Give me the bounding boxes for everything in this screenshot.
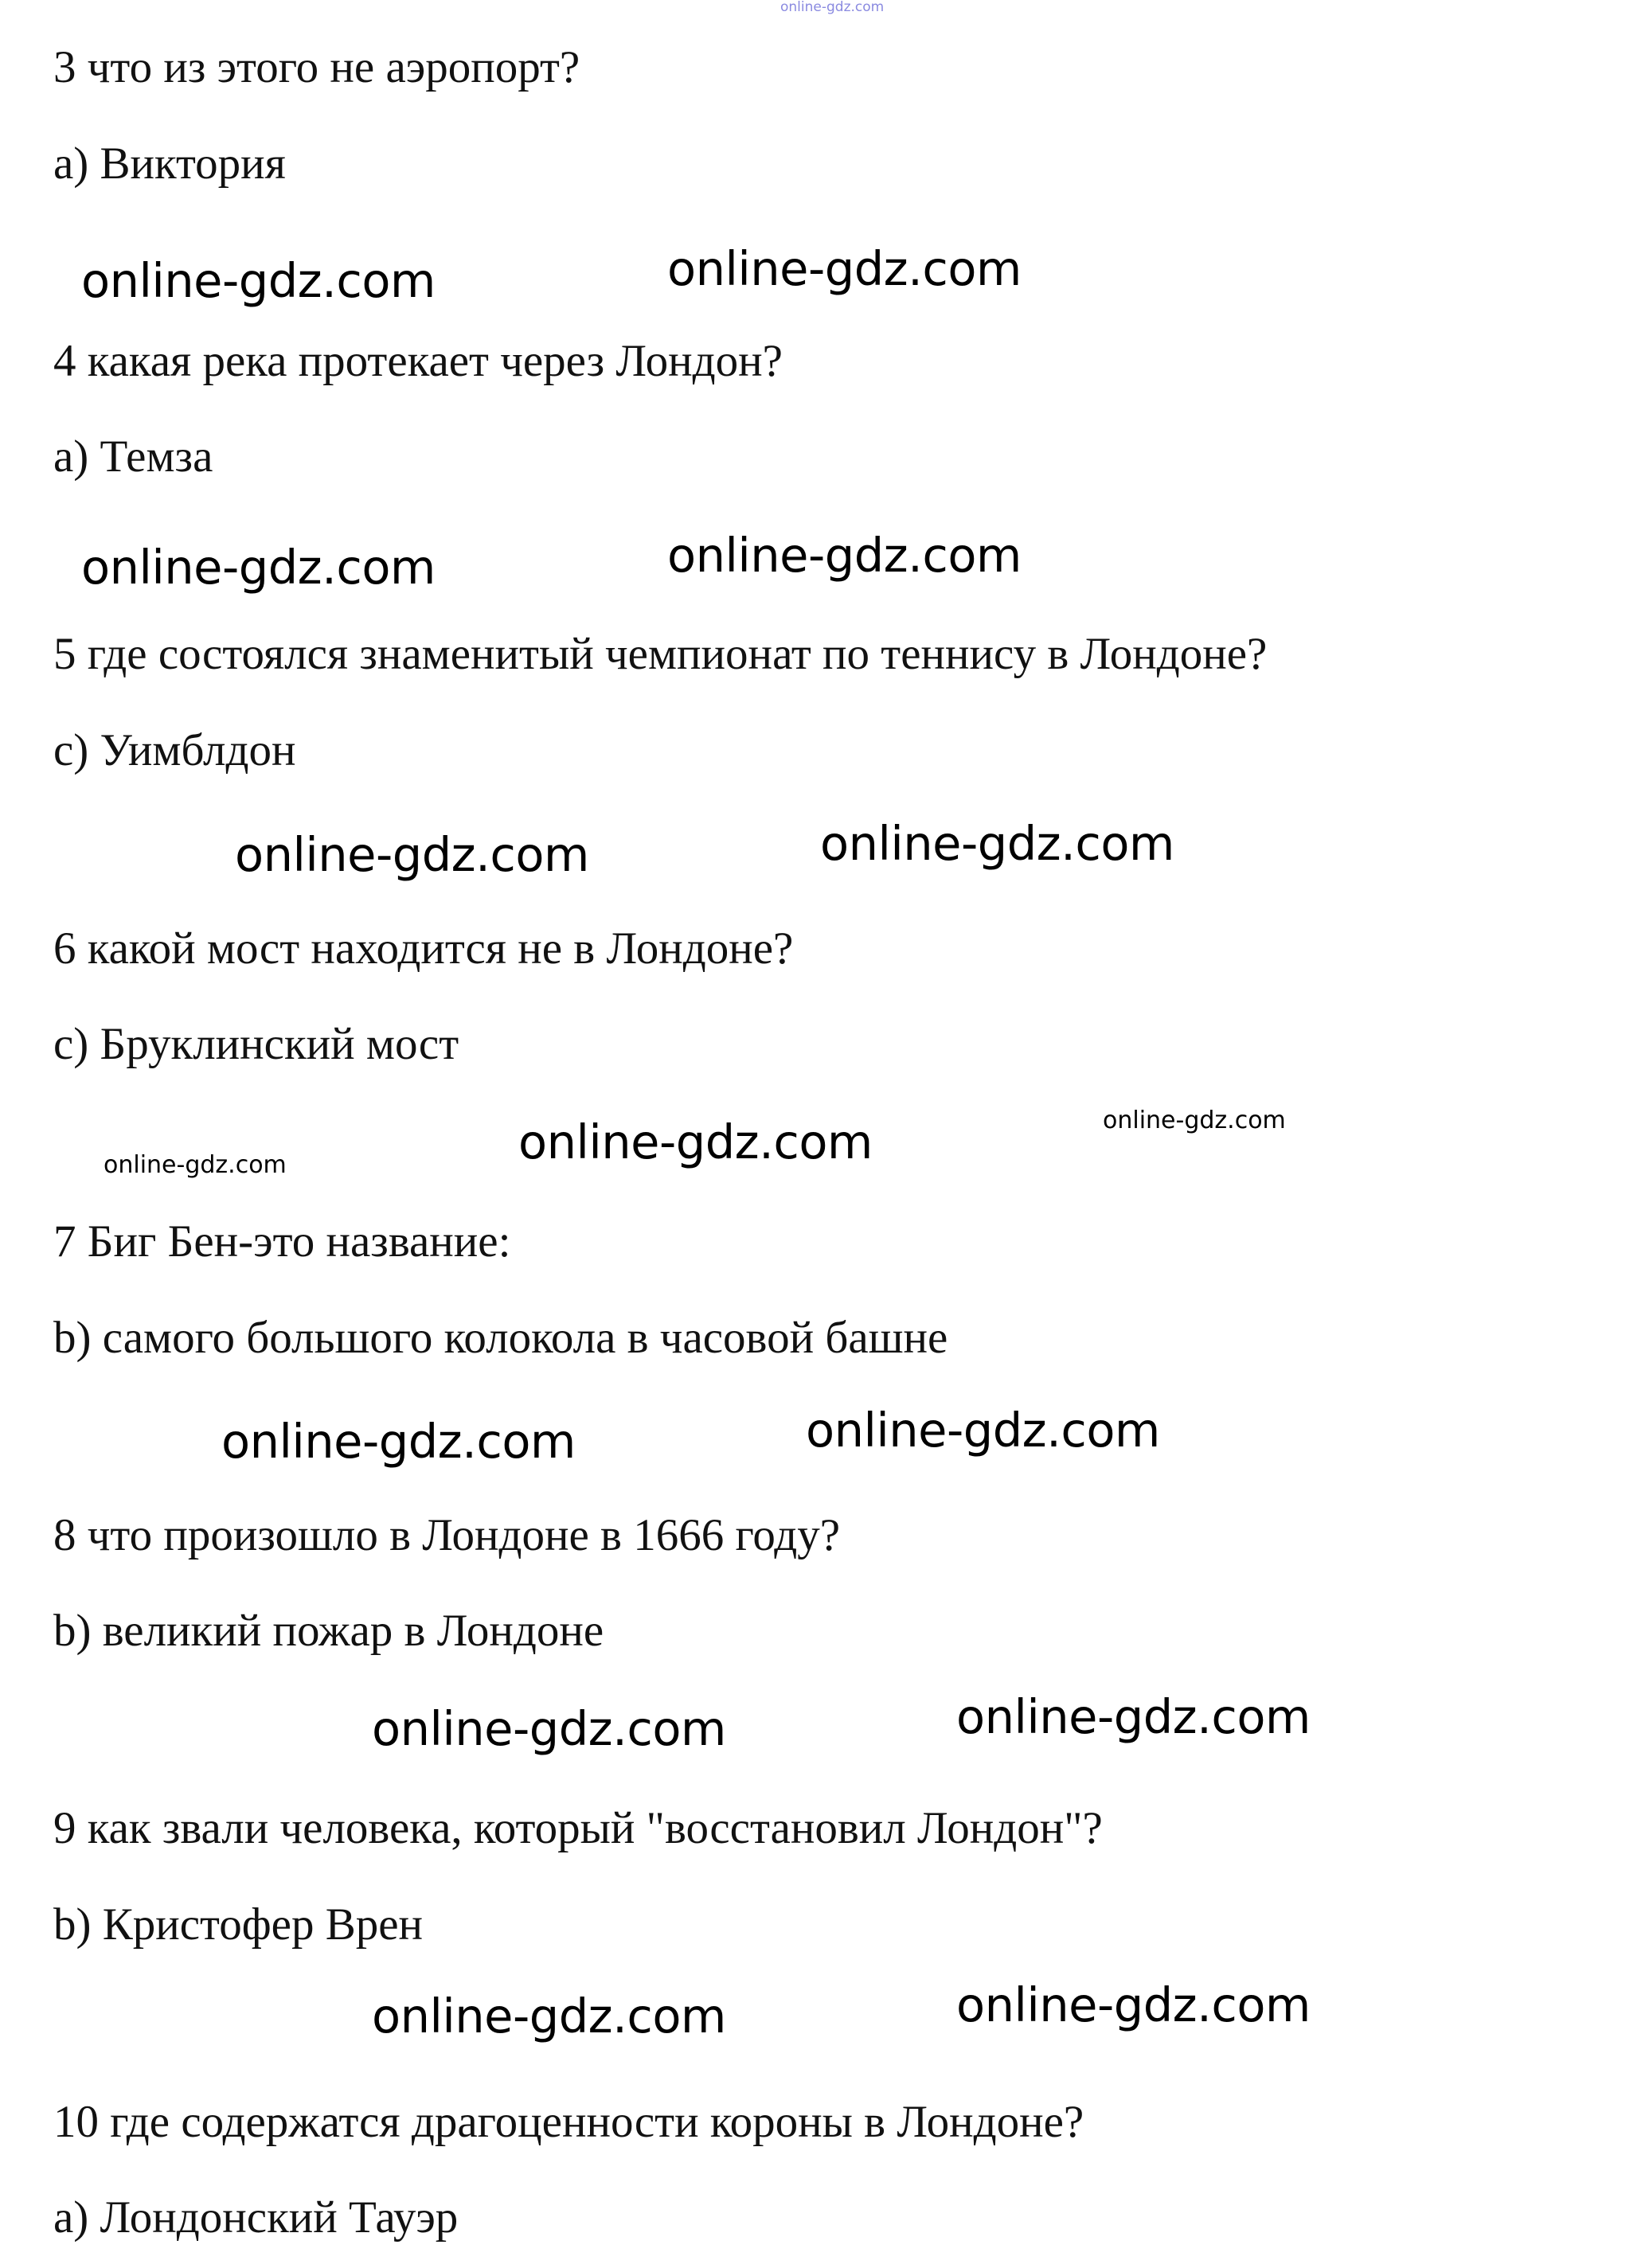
question-9: 9 как звали человека, который "восстановил Лондон"? — [53, 1803, 1103, 1853]
watermark: online-gdz.com — [667, 528, 1022, 583]
answer-10: a) Лондонский Тауэр — [53, 2192, 459, 2243]
watermark: online-gdz.com — [372, 1989, 726, 2044]
watermark: online-gdz.com — [1103, 1107, 1286, 1134]
watermark: online-gdz.com — [81, 253, 436, 308]
watermark: online-gdz.com — [806, 1403, 1160, 1458]
answer-4: a) Темза — [53, 431, 213, 482]
question-5: 5 где состоялся знаменитый чемпионат по теннису в Лондоне? — [53, 629, 1268, 679]
question-10: 10 где содержатся драгоценности короны в Лондоне? — [53, 2097, 1084, 2147]
top-watermark: online-gdz.com — [780, 0, 885, 15]
watermark: online-gdz.com — [221, 1414, 576, 1469]
watermark: online-gdz.com — [81, 540, 436, 595]
answer-6: c) Бруклинский мост — [53, 1019, 459, 1069]
watermark: online-gdz.com — [235, 827, 589, 882]
watermark: online-gdz.com — [104, 1151, 287, 1179]
watermark: online-gdz.com — [667, 241, 1022, 296]
watermark: online-gdz.com — [820, 816, 1174, 871]
question-6: 6 какой мост находится не в Лондоне? — [53, 923, 794, 974]
watermark: online-gdz.com — [372, 1701, 726, 1756]
question-4: 4 какая река протекает через Лондон? — [53, 336, 783, 386]
question-8: 8 что произошло в Лондоне в 1666 году? — [53, 1510, 841, 1560]
answer-5: c) Уимблдон — [53, 725, 296, 775]
answer-8: b) великий пожар в Лондоне — [53, 1606, 604, 1656]
answer-7: b) самого большого колокола в часовой башне — [53, 1313, 948, 1363]
watermark: online-gdz.com — [518, 1114, 873, 1169]
question-3: 3 что из этого не аэропорт? — [53, 42, 580, 92]
watermark: online-gdz.com — [956, 1977, 1311, 2032]
watermark: online-gdz.com — [956, 1689, 1311, 1744]
question-7: 7 Биг Бен-это название: — [53, 1216, 511, 1267]
answer-9: b) Кристофер Врен — [53, 1899, 424, 1950]
answer-3: a) Виктория — [53, 139, 286, 189]
